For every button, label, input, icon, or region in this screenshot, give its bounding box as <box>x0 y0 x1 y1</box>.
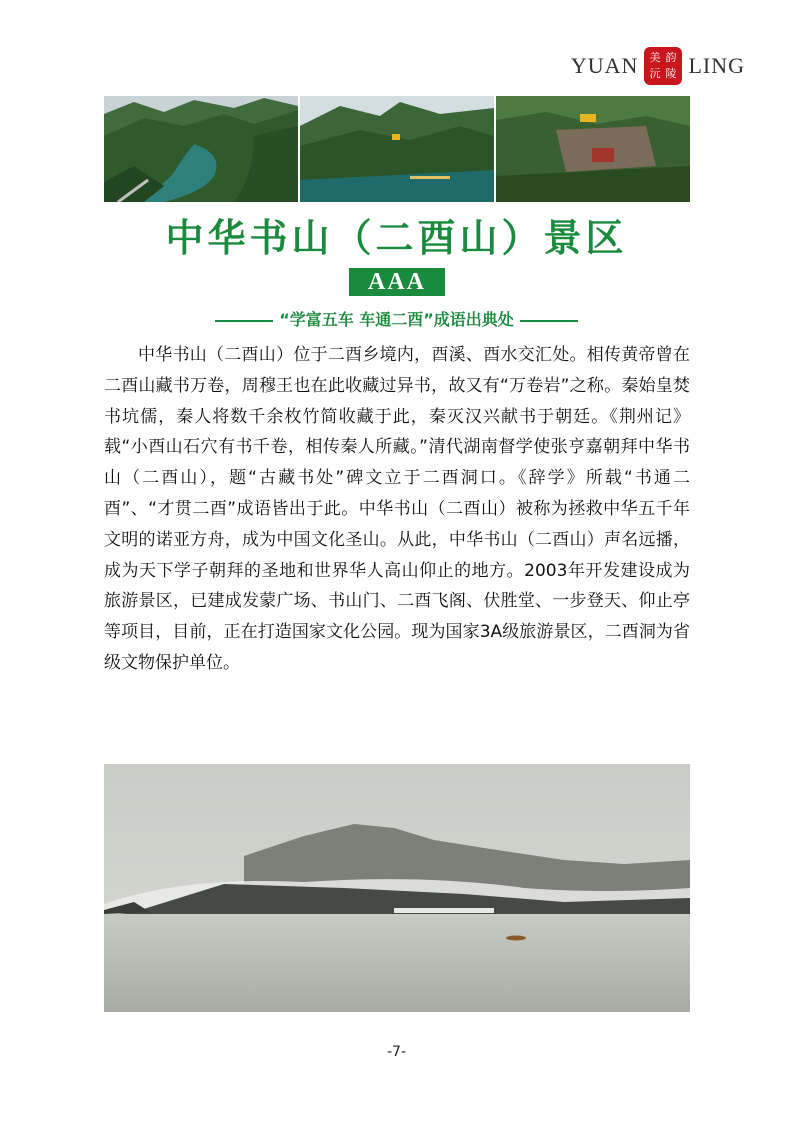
brand-left-text: YUAN <box>570 53 639 78</box>
dash-left <box>215 320 273 322</box>
seal-char: 美 <box>649 51 662 64</box>
subtitle-text: “学富五车 车通二酉”成语出典处 <box>279 310 514 329</box>
seal-char: 陵 <box>665 67 678 80</box>
dash-right <box>520 320 578 322</box>
body-paragraph: 中华书山（二酉山）位于二酉乡境内，酉溪、酉水交汇处。相传黄帝曾在二酉山藏书万卷，周穆王也在此收藏过异书，故又有“万卷岩”之称。秦始皇焚书坑儒，秦人将数千余枚竹简收藏于此，秦灭汉兴献书于朝廷。《荆州记》载“小酉山石穴有书千卷，相传秦人所藏。”清代湖南督学使张亨嘉朝拜中华书山（二酉山），题“古藏书处”碑文立于二酉洞口。《辞学》所载“书通二酉”、“才贯二酉”成语皆出于此。中华书山（二酉山）被称为拯救中华五千年文明的诺亚方舟，成为中国文化圣山。从此，中华书山（二酉山）声名远播，成为天下学子朝拜的圣地和世界华人高山仰止的地方。2003年开发建设成为旅游景区，已建成发蒙广场、书山门、二酉飞阁、伏胜堂、一步登天、仰止亭等项目，目前，正在打造国家文化公园。现为国家3A级旅游景区，二酉洞为省级文物保护单位。 <box>104 345 690 673</box>
misty-lake-photo <box>104 764 690 1012</box>
page-title: 中华书山（二酉山）景区 <box>165 216 628 260</box>
seal-icon <box>644 47 682 85</box>
rating-badge: AAA <box>349 268 445 296</box>
brand-logo <box>571 46 745 86</box>
page-number: -7- <box>386 1044 406 1060</box>
brand-right-text: LING <box>688 53 745 78</box>
subtitle <box>0 308 793 332</box>
cliff-pavilion-photo <box>496 96 690 202</box>
mountain-river-photo <box>300 96 494 202</box>
seal-char: 韵 <box>665 51 678 64</box>
river-valley-photo <box>104 96 298 202</box>
seal-char: 沅 <box>649 67 662 80</box>
